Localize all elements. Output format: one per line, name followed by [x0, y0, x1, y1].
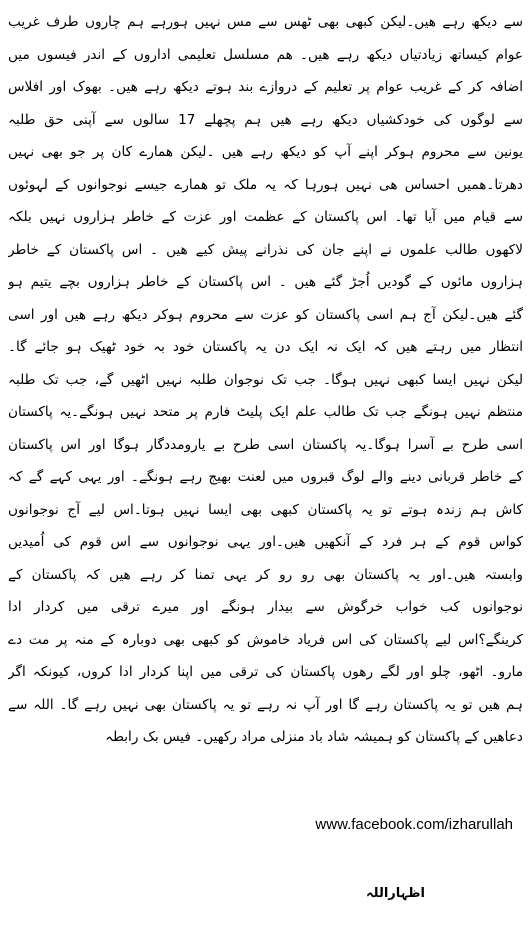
facebook-link[interactable]: www.facebook.com/izharullah	[315, 816, 513, 833]
article-line: سے قیام میں آیا تھا۔ اس پاکستان کے عظمت اور عزت کے خاطر ہزاروں نہیں بلکہ	[8, 209, 523, 225]
article-line: کے خاطر قربانی دینے والے لوگ قبروں میں لعنت بھیج رہے ہونگے۔ اور یہی کہے گے کہ	[8, 469, 523, 485]
article-line: انتظار میں رہتے ھیں کہ ایک نہ ایک دن یہ پاکستان خود بہ خود ٹھیک ہو جائے گا۔	[8, 339, 523, 355]
article-line: سے دیکھ رہے ھیں۔لیکن کبھی بھی ٹھس سے مس نہیں ہورہے ہم چاروں طرف غریب	[8, 14, 523, 30]
article-body	[8, 6, 523, 754]
article-line: یونین سے محروم ہوکر اپنے آپ کو دیکھ رہے ھیں ۔لیکن ھمارے کان پر جو بھی نہیں	[8, 144, 523, 160]
article-line: لیکن نہیں ایسا کبھی نہیں ہوگا۔ جب تک نوجوان طلبہ نہیں اٹھیں گے، جب تک طلبہ	[8, 371, 523, 388]
article-line: سے لوگوں کی خودکشیاں دیکھ رہے ھیں ہم پچھلے 17 سالوں سے آپنی حق طلبہ	[8, 111, 523, 128]
article-line: کرینگے؟اس لیے پاکستان کی اس فریاد خاموش کو کبھی بھی دوبارہ کے منہ پر مت دے	[8, 631, 523, 648]
article-line: ہزاروں مائوں کے گودیں اُجڑ گئے ھیں ۔ اس پاکستان کے خاطر ہزاروں بچے یتیم ہو	[8, 274, 523, 290]
article-line: کاش ہم زندہ ہوتے تو یہ پاکستان کبھی بھی ایسا نہیں ہوتا۔اس لیے آج نوجوانوں	[8, 501, 523, 518]
article-line: ہم ھیں تو یہ پاکستان رہے گا اور آپ نہ رہے تو یہ پاکستان بھی نہیں رہے گا۔ اللہ سے	[8, 696, 523, 713]
article-line: نوجوانوں کب خواب خرگوش سے بیدار ہونگے اور میرے ترقی میں کردار ادا	[8, 599, 523, 615]
author-signature: اظہاراللہ	[366, 886, 425, 901]
article-line: منتظم نہیں ہونگے جب تک طالب علم ایک پلیٹ فارم پر متحد نہیں ہونگے۔یہ پاکستان	[8, 404, 523, 420]
article-line: اسی طرح بے آسرا ہوگا۔یہ پاکستان اسی طرح بے یارومددگار ہوگا اور اس پاکستان	[8, 436, 523, 453]
article-line: دھرتا۔ھمیں احساس ھی نہیں ہورہا کہ یہ ملک تو ھمارے جیسے نوجوانوں کے لہوئوں	[8, 176, 523, 193]
article-line: وابستہ ھیں۔اور یہ پاکستان بھی رو رو کر یہی تمنا کر رہے ھیں کہ پاکستان کے	[8, 566, 523, 583]
article-line: دعاھیں کے پاکستان کو ہمیشہ شاد باد منزلی مراد رکھیں۔ فیس بک رابطہ	[105, 729, 523, 745]
article-line: مارو۔ اٹھو، چلو اور لگے رھوں پاکستان کی ترقی میں اپنا کردار ادا کروں، کیونکہ اگر	[8, 664, 523, 680]
article-line: لاکھوں طالب علموں نے اپنے جان کی نذرانے پیش کیے ھیں ۔ اس پاکستان کے خاطر	[8, 241, 523, 258]
article-line: کواس قوم کے ہر فرد کے آنکھیں ھیں۔اور یہی نوجوانوں سے اس قوم کی اُمیدیں	[8, 534, 523, 550]
article-line: اضافہ کر کے غریب عوام پر تعلیم کے دروازے بند ہوتے دیکھ رہے ھیں۔ بھوک اور افلاس	[8, 79, 523, 95]
article-line: عوام کیساتھ زیادتیاں دیکھ رہے ھیں۔ ھم مسلسل تعلیمی اداروں کے اندر فیسوں میں	[8, 46, 523, 63]
article-line: گئے ھیں۔لیکن آج ہم اسی پاکستان کو عزت سے محروم ہوکر دیکھ رہے ھیں اور اسی	[8, 306, 523, 323]
